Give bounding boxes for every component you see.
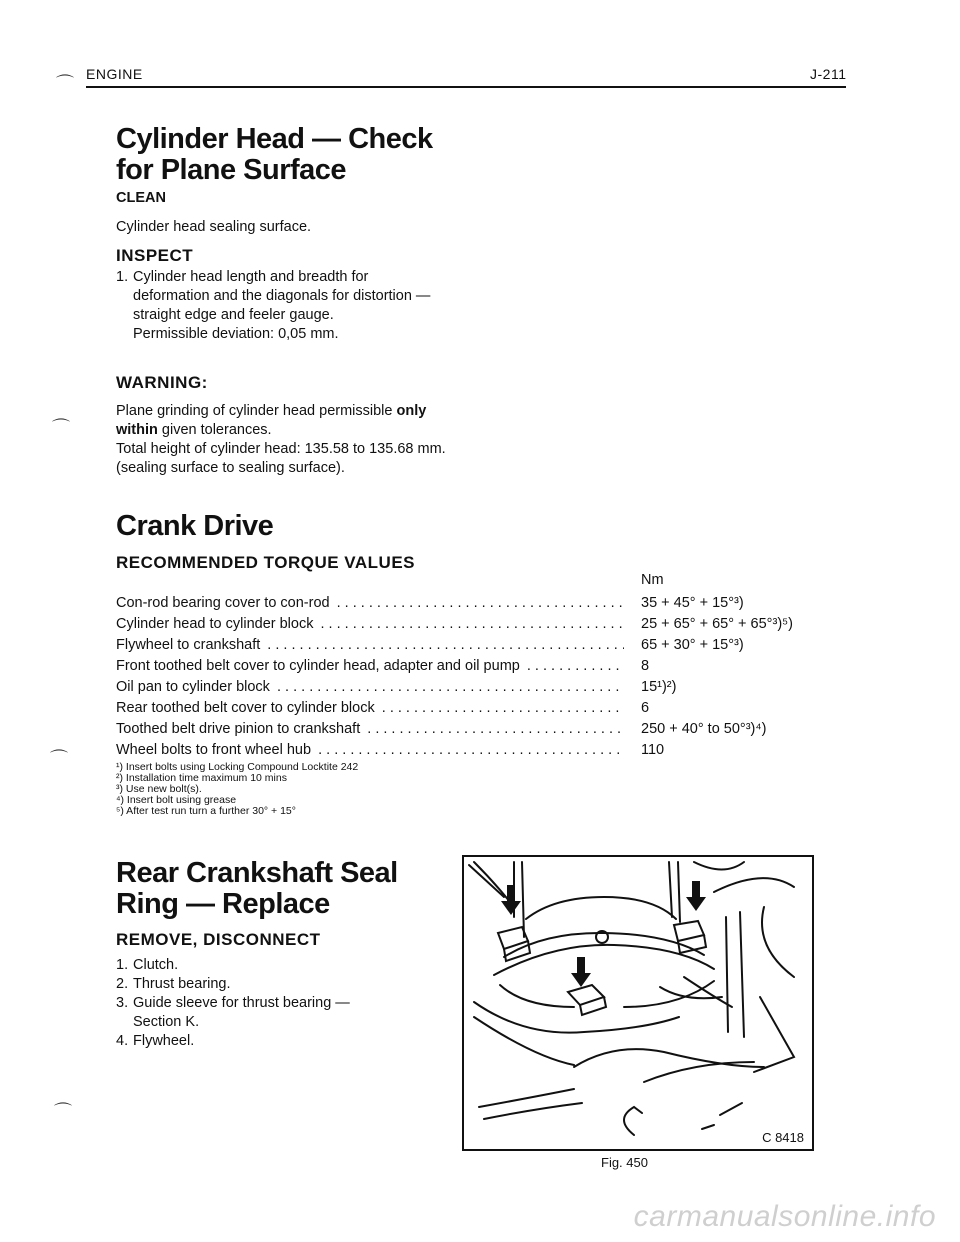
list-item bbox=[116, 268, 436, 344]
table-row bbox=[116, 655, 836, 676]
torque-value: 25 + 65° + 65° + 65°³)⁵) bbox=[641, 615, 793, 632]
margin-mark: ⌒ bbox=[52, 418, 70, 438]
technical-illustration bbox=[462, 855, 814, 1151]
list-item bbox=[116, 956, 396, 975]
page-number: J-211 bbox=[810, 66, 847, 82]
item-number: 1. bbox=[116, 269, 129, 285]
margin-mark: ⌒ bbox=[50, 749, 68, 769]
item-text: Cylinder head length and breadth for deformation and the diagonals for distortion — straight edge and feeler gauge. bbox=[133, 269, 431, 323]
clean-text: Cylinder head sealing surface. bbox=[116, 219, 312, 235]
list-item bbox=[116, 994, 396, 1032]
warning-text-post: given tolerances. bbox=[161, 422, 272, 438]
table-row bbox=[116, 634, 836, 655]
torque-value: 15¹)²) bbox=[641, 678, 677, 695]
total-height-text: Total height of cylinder head: 135.58 to 135.68 mm. (sealing surface to sealing surface). bbox=[116, 441, 446, 476]
inspect-heading: INSPECT bbox=[116, 246, 194, 265]
table-row bbox=[116, 697, 836, 718]
torque-label: Oil pan to cylinder block bbox=[116, 679, 273, 695]
table-row bbox=[116, 592, 836, 613]
list-item bbox=[116, 1032, 396, 1051]
torque-label: Wheel bolts to front wheel hub bbox=[116, 742, 314, 758]
table-row bbox=[116, 613, 836, 634]
footnote: ⁴) Insert bolt using grease bbox=[116, 794, 237, 806]
item-text: Flywheel. bbox=[133, 1033, 195, 1049]
torque-label: Cylinder head to cylinder block bbox=[116, 616, 316, 632]
flywheel-bolts-drawing bbox=[464, 857, 812, 1149]
figure-code: C 8418 bbox=[762, 1130, 804, 1145]
torque-label: Con-rod bearing cover to con-rod bbox=[116, 595, 333, 611]
running-header-section: ENGINE bbox=[86, 66, 143, 82]
remove-heading: REMOVE, DISCONNECT bbox=[116, 930, 321, 949]
list-item bbox=[116, 975, 396, 994]
watermark: carmanualsonline.info bbox=[633, 1200, 936, 1233]
footnotes bbox=[116, 762, 358, 817]
warning-heading: WARNING: bbox=[116, 373, 208, 392]
torque-label: Toothed belt drive pinion to crankshaft bbox=[116, 721, 363, 737]
torque-label: Rear toothed belt cover to cylinder block bbox=[116, 700, 378, 716]
margin-mark: ⌒ bbox=[54, 1102, 72, 1122]
torque-table bbox=[116, 592, 836, 760]
item-number: 4. bbox=[116, 1033, 129, 1049]
torque-value: 110 bbox=[641, 741, 665, 758]
torque-value: 35 + 45° + 15°³) bbox=[641, 594, 744, 611]
item-number: 1. bbox=[116, 957, 129, 973]
margin-mark: ⌒ bbox=[56, 74, 74, 94]
item-text: Thrust bearing. bbox=[133, 976, 231, 992]
unit-heading: Nm bbox=[641, 572, 664, 588]
torque-value: 65 + 30° + 15°³) bbox=[641, 636, 744, 653]
item-number: 3. bbox=[116, 995, 129, 1011]
footnote: ¹) Insert bolts using Locking Compound Locktite 242 bbox=[116, 761, 359, 773]
torque-value: 8 bbox=[641, 657, 650, 674]
footnote: ³) Use new bolt(s). bbox=[116, 783, 202, 795]
warning-line bbox=[116, 402, 446, 440]
warning-text bbox=[116, 402, 446, 478]
torque-value: 250 + 40° to 50°³)⁴) bbox=[641, 720, 767, 737]
item-number: 2. bbox=[116, 976, 129, 992]
item-text: Guide sleeve for thrust bearing — Section K. bbox=[133, 995, 350, 1030]
cylinder-head-title: Cylinder Head — Check for Plane Surface bbox=[116, 123, 433, 186]
warning-emphasis: only within bbox=[116, 403, 427, 438]
crank-drive-title: Crank Drive bbox=[116, 510, 274, 542]
torque-label: Front toothed belt cover to cylinder head, adapter and oil pump bbox=[116, 658, 523, 674]
footnote: ²) Installation time maximum 10 mins bbox=[116, 772, 287, 784]
deviation-text: Permissible deviation: 0,05 mm. bbox=[133, 326, 339, 342]
table-row bbox=[116, 676, 836, 697]
warning-text-pre: Plane grinding of cylinder head permissible bbox=[116, 403, 393, 419]
clean-heading: CLEAN bbox=[116, 190, 166, 206]
torque-value: 6 bbox=[641, 699, 650, 716]
table-row bbox=[116, 739, 836, 760]
header-rule bbox=[86, 86, 846, 88]
inspect-list bbox=[116, 268, 436, 344]
footnote: ⁵) After test run turn a further 30° + 15° bbox=[116, 805, 296, 817]
figure-caption: Fig. 450 bbox=[601, 1155, 648, 1170]
remove-list bbox=[116, 956, 396, 1051]
table-row bbox=[116, 718, 836, 739]
torque-label: Flywheel to crankshaft bbox=[116, 637, 263, 653]
item-text: Clutch. bbox=[133, 957, 179, 973]
torque-heading: RECOMMENDED TORQUE VALUES bbox=[116, 553, 416, 572]
rear-seal-title: Rear Crankshaft Seal Ring — Replace bbox=[116, 857, 398, 920]
